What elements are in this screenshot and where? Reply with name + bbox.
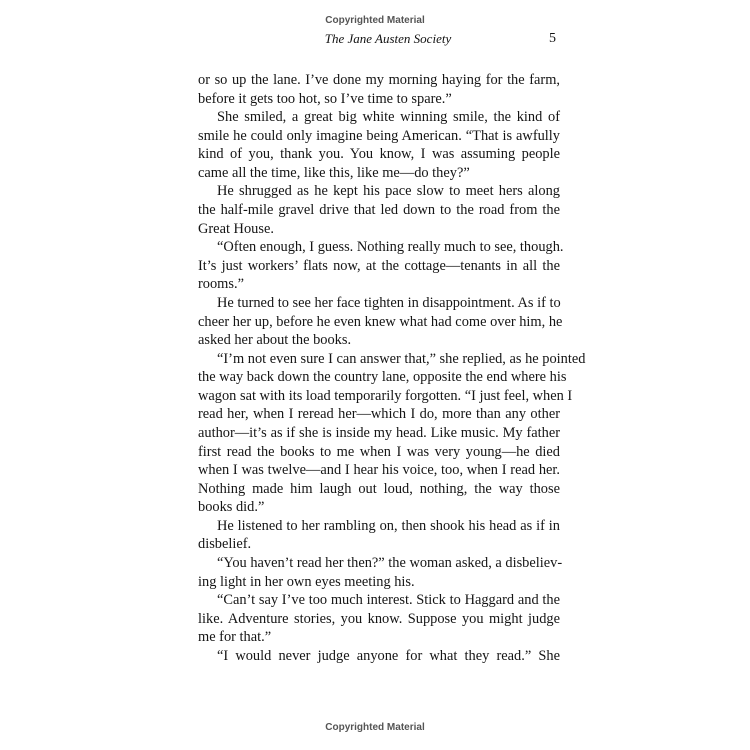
text-line: “Often enough, I guess. Nothing really much to see, though. [217, 239, 564, 256]
text-line: books did.” [198, 499, 265, 516]
text-line: ing light in her own eyes meeting his. [198, 573, 415, 590]
text-line: asked her about the books. [198, 332, 352, 349]
text-line: It’s just workers’ flats now, at the cottage—tenants in all the [198, 257, 560, 274]
text-line: She smiled, a great big white winning smile, the kind of [217, 109, 560, 126]
text-line: when I was twelve—and I hear his voice, too, when I read her. [198, 462, 560, 479]
text-line: Nothing made him laugh out loud, nothing, the way those [198, 480, 560, 497]
text-line: “I would never judge anyone for what they read.” She [217, 647, 560, 664]
text-line: “You haven’t read her then?” the woman asked, a disbeliev- [217, 555, 563, 572]
text-line: kind of you, thank you. You know, I was assuming people [198, 146, 560, 163]
text-line: disbelief. [198, 536, 252, 553]
text-line: read her, when I reread her—which I do, more than any other [198, 406, 560, 423]
page-number: 5 [549, 31, 556, 46]
text-line: author—it’s as if she is inside my head. Like music. My father [198, 424, 560, 441]
text-line: rooms.” [198, 276, 244, 293]
body-text [198, 71, 586, 666]
text-line: like. Adventure stories, you know. Suppose you might judge [198, 610, 560, 627]
text-line: He shrugged as he kept his pace slow to meet hers along [217, 183, 560, 200]
text-line: “I’m not even sure I can answer that,” she replied, as he pointed [217, 350, 586, 367]
running-head [198, 31, 560, 49]
text-line: cheer her up, before he even knew what had come over him, he [198, 313, 563, 330]
text-line: He listened to her rambling on, then shook his head as if in [217, 517, 560, 534]
text-line: Great House. [198, 220, 274, 237]
text-line: wagon sat with its load temporarily forgotten. “I just feel, when I [198, 387, 573, 404]
text-line: “Can’t say I’ve too much interest. Stick to Haggard and the [217, 592, 560, 609]
text-line: before it gets too hot, so I’ve time to spare.” [198, 90, 452, 107]
text-line: came all the time, like this, like me—do they?” [198, 164, 470, 181]
text-line: the way back down the country lane, opposite the end where his [198, 369, 567, 386]
text-line: He turned to see her face tighten in disappointment. As if to [217, 294, 561, 311]
text-line: or so up the lane. I’ve done my morning haying for the farm, [198, 72, 560, 88]
text-line: me for that.” [198, 629, 272, 646]
copyright-watermark-bottom: Copyrighted Material [325, 722, 425, 733]
text-line: the half-mile gravel drive that led down to the road from the [198, 202, 560, 219]
copyright-watermark-top: Copyrighted Material [325, 15, 425, 26]
running-head-title: The Jane Austen Society [324, 31, 452, 46]
text-line: smile he could only imagine being American. “That is awfully [198, 127, 560, 144]
text-line: first read the books to me when I was very young—he died [198, 443, 560, 460]
